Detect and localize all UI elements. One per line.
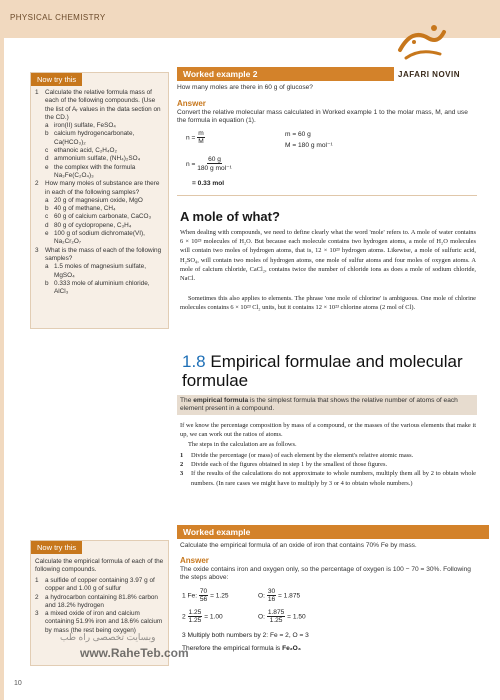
worked-example-question: Calculate the empirical formula of an oxide of iron that contains 70% Fe by mass. bbox=[180, 542, 417, 549]
step-text: If the results of the calculations do not approximate to whole numbers, multiply them all by 2 to obtain whole numbers. (In rare cases we might have to multiply by 3 or 4 to obtain whole numbers.) bbox=[191, 470, 476, 487]
sub-question bbox=[35, 197, 165, 205]
sub-letter: e bbox=[45, 163, 49, 171]
sub-question bbox=[35, 122, 165, 130]
publisher-logo-icon bbox=[392, 20, 450, 64]
sub-letter: b bbox=[45, 130, 49, 138]
answer-label-2: Answer bbox=[180, 556, 209, 565]
divider bbox=[177, 195, 477, 196]
page-number: 10 bbox=[14, 680, 22, 687]
sub-letter: a bbox=[45, 196, 49, 204]
steps-list bbox=[180, 451, 476, 488]
step-item bbox=[180, 451, 476, 460]
sub-question bbox=[35, 280, 165, 297]
question-item bbox=[35, 247, 165, 264]
sub-question bbox=[35, 263, 165, 280]
step-2-fe: 2 $\frac{1.25}{1.25}$ = 1.00 bbox=[182, 609, 223, 624]
sub-letter: d bbox=[45, 221, 49, 229]
sub-text: 80 g of cyclopropene, C₃H₄ bbox=[54, 221, 132, 229]
sidebar-tab-bottom: Now try this bbox=[31, 541, 82, 554]
sidebar-bottom-questions bbox=[35, 577, 165, 635]
question-number: 3 bbox=[35, 246, 39, 254]
worked-example-band: Worked example bbox=[177, 525, 489, 539]
mole-paragraph-2: Sometimes this also applies to elements. The phrase 'one mole of chlorine' is ambiguous. One mole of chlorine molecules contains 6 × 10²³ Cl₂ units, but it contains 12 × 10²³ chlorine atoms (2 mol of Cl). bbox=[180, 295, 476, 312]
sub-question bbox=[35, 222, 165, 230]
sub-question bbox=[35, 205, 165, 213]
sub-text: the complex with the formula Na₃Fe(C₂O₄)₃ bbox=[54, 163, 136, 179]
exercise-text: a hydrocarbon containing 81.8% carbon and 18.2% hydrogen bbox=[45, 593, 158, 609]
sidebar-tab: Now try this bbox=[31, 73, 82, 86]
watermark-persian: وبسایت تخصصی راه طب bbox=[60, 632, 156, 642]
question-item bbox=[35, 180, 165, 197]
empirical-formula-definition: The empirical formula is the simplest formula that shows the relative number of atoms of each element present in a compound. bbox=[177, 395, 477, 415]
worked-example-2-answer-text: Convert the relative molecular mass calculated in Worked example 1 to the molar mass, M, and use the formula in equation (1). bbox=[177, 109, 468, 125]
sidebar-questions bbox=[35, 89, 165, 296]
sub-question bbox=[35, 130, 165, 147]
given-molar-mass: M = 180 g mol⁻¹ bbox=[285, 142, 333, 149]
exercise-number: 1 bbox=[35, 577, 39, 584]
left-margin-rule bbox=[0, 38, 4, 700]
section-intro: If we know the percentage composition by mass of a compound, or the masses of the various elements that make it up, we can work out the ratios of atoms. bbox=[180, 422, 476, 439]
question-number: 2 bbox=[35, 180, 39, 188]
question-number: 1 bbox=[35, 89, 39, 96]
sub-text: ammonium sulfate, (NH₄)₂SO₄ bbox=[54, 155, 141, 163]
sub-letter: c bbox=[45, 147, 49, 155]
step-number: 2 bbox=[180, 461, 184, 469]
sub-text: 100 g of sodium dichromate(VI), Na₂Cr₂O₇ bbox=[54, 230, 145, 246]
sub-letter: d bbox=[45, 155, 49, 163]
sidebar-bottom-intro: Calculate the empirical formula of each of the following compounds. bbox=[35, 558, 164, 574]
mole-paragraph-1: When dealing with compounds, we need to define clearly what the word 'mole' refers to. A mole of water contains 6 × 10²³ molecules of H₂O. But because each molecule contains two hydrogen atoms, a mole of H₂O molecules will contain two moles of hydrogen atoms, that is, 12 × 10²³ hydrogen atoms. Likewise, a mole of sulfuric acid, H₂SO₄, will contain two moles of hydrogen atoms, one mole of sulfur atoms and four moles of oxygen atoms. A mole of calcium chloride, CaCl₂, contains twice the number of chloride ions as does a mole of sodium chloride, NaCl. bbox=[180, 229, 476, 283]
step-number: 3 bbox=[180, 470, 184, 478]
sub-text: iron(II) sulfate, FeSO₄ bbox=[54, 122, 116, 130]
exercise-number: 2 bbox=[35, 593, 39, 601]
result: = 0.33 mol bbox=[192, 180, 225, 187]
sub-text: calcium hydrogencarbonate, Ca(HCO₃)₂ bbox=[54, 130, 135, 146]
sub-text: 1.5 moles of magnesium sulfate, MgSO₄ bbox=[54, 263, 146, 279]
sub-letter: e bbox=[45, 230, 49, 238]
question-text: What is the mass of each of the following samples? bbox=[45, 246, 162, 262]
sub-letter: b bbox=[45, 205, 49, 213]
exercise-item bbox=[35, 577, 165, 594]
sub-question bbox=[35, 147, 165, 155]
step-3: 3 Multiply both numbers by 2: Fe = 2, O = 3 bbox=[182, 632, 309, 639]
sub-text: 40 g of methane, CH₄ bbox=[54, 205, 116, 213]
step-text: Divide each of the figures obtained in step 1 by the smallest of those figures. bbox=[191, 461, 388, 469]
sub-letter: a bbox=[45, 263, 49, 271]
equation-n-m-over-m: n = $\frac{m}{M}$ bbox=[186, 130, 204, 145]
sub-letter: c bbox=[45, 213, 49, 221]
logo-text: JAFARI NOVIN bbox=[398, 70, 461, 79]
question-text: Calculate the relative formula mass of each of the following compounds. (Use the list of Aᵣ values in the data section on the CD.) bbox=[45, 89, 161, 121]
step-item bbox=[180, 469, 476, 487]
exercise-text: a sulfide of copper containing 3.97 g of copper and 1.00 g of sulfur bbox=[45, 577, 155, 593]
step-item bbox=[180, 460, 476, 469]
running-head: PHYSICAL CHEMISTRY bbox=[10, 13, 106, 22]
worked-example-2-band: Worked example 2 bbox=[177, 67, 394, 81]
question-item bbox=[35, 89, 165, 122]
conclusion: Therefore the empirical formula is Fe₂O₃ bbox=[182, 645, 301, 652]
section-heading-mole: A mole of what? bbox=[180, 209, 280, 224]
answer-label: Answer bbox=[177, 99, 206, 108]
steps-intro: The steps in the calculation are as follows. bbox=[188, 441, 297, 448]
sub-question bbox=[35, 230, 165, 247]
step-number: 1 bbox=[180, 452, 184, 459]
sub-text: 20 g of magnesium oxide, MgO bbox=[54, 196, 143, 204]
sub-letter: a bbox=[45, 122, 49, 130]
step-1-fe: 1 Fe: $\frac{70}{56}$ = 1.25 bbox=[182, 588, 229, 603]
sub-letter: b bbox=[45, 279, 49, 287]
sidebar-now-try-this-top bbox=[30, 72, 169, 329]
sub-question bbox=[35, 155, 165, 163]
exercise-number: 3 bbox=[35, 610, 39, 618]
section-title-1-8: 1.8 Empirical formulae and molecular formulae bbox=[182, 352, 463, 390]
watermark-url: www.RaheTeb.com bbox=[80, 646, 189, 660]
equation-substituted: n = $\frac{60 g}{\text{180 g mol⁻¹}}$ bbox=[186, 156, 232, 172]
worked-example-answer-text: The oxide contains iron and oxygen only, so the percentage of oxygen is 100 − 70 = 30%. Following the steps above: bbox=[180, 566, 471, 582]
sub-question bbox=[35, 213, 165, 221]
step-2-o: O: $\frac{1.875}{1.25}$ = 1.50 bbox=[258, 609, 306, 624]
sub-question bbox=[35, 164, 165, 181]
step-1-o: O: $\frac{30}{16}$ = 1.875 bbox=[258, 588, 301, 603]
worked-example-2-question: How many moles are there in 60 g of glucose? bbox=[177, 84, 313, 91]
exercise-text: a mixed oxide of iron and calcium containing 51.9% iron and 18.6% calcium by mass (the rest being oxygen) bbox=[45, 610, 163, 634]
sub-text: ethanoic acid, C₂H₄O₂ bbox=[54, 147, 117, 155]
question-text: How many moles of substance are there in each of the following samples? bbox=[45, 180, 160, 196]
sub-text: 60 g of calcium carbonate, CaCO₃ bbox=[54, 213, 152, 221]
given-mass: m = 60 g bbox=[285, 131, 311, 138]
sub-text: 0.333 mole of aluminium chloride, AlCl₃ bbox=[54, 279, 150, 296]
step-text: Divide the percentage (or mass) of each element by the element's relative atomic mass. bbox=[191, 452, 414, 459]
exercise-item bbox=[35, 594, 165, 611]
